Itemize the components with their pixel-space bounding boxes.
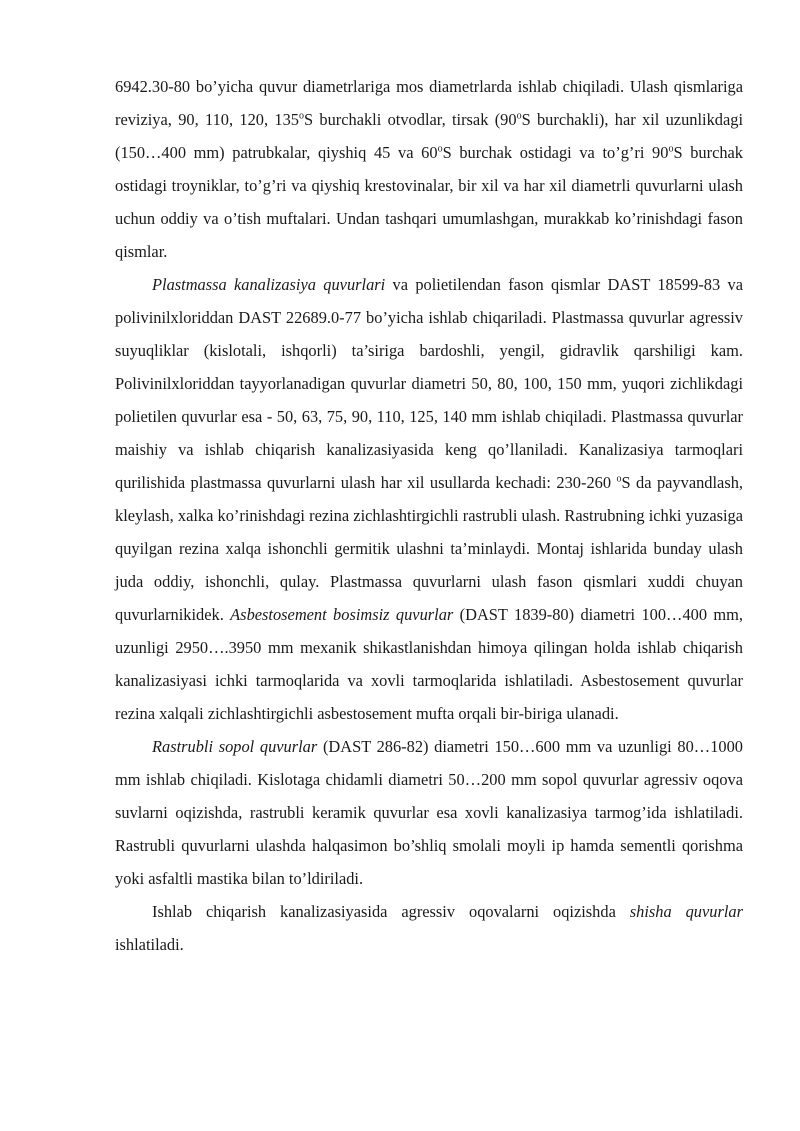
italic-term: Asbestosement bosimsiz quvurlar xyxy=(230,605,454,624)
italic-term: Rastrubli sopol quvurlar xyxy=(152,737,318,756)
degree-superscript: o xyxy=(437,143,443,155)
degree-superscript: o xyxy=(298,110,304,122)
body-paragraph xyxy=(115,730,743,895)
document-page xyxy=(115,70,743,961)
degree-superscript: o xyxy=(668,143,674,155)
body-paragraph xyxy=(115,268,743,730)
paragraph-text: S burchakli otvodlar, tirsak (90 xyxy=(303,110,517,129)
paragraph-text: (DAST 1839-80) diametri 100…400 mm, uzunligi 2950….3950 mm mexanik shikastlanishdan himoya qilingan holda ishlab chiqarish kanalizasiyasi ichki tarmoqlarida va xovli tarmoqlarida ishlatiladi. Asbestosement quvurlar rezina xalqali zichlashtirgichli asbestosement mufta orqali bir-biriga ulanadi. xyxy=(115,605,743,723)
paragraph-text: S burchak ostidagi troyniklar, to’g’ri va qiyshiq krestovinalar, bir xil va har xil diametrli quvurlarni ulash uchun oddiy va o’tish muftalari. Undan tashqari umumlashgan, murakkab ko’rinishdagi fason qismlar. xyxy=(115,143,744,261)
paragraph-text: S da payvandlash, kleylash, xalka ko’rinishdagi rezina zichlashtirgichli rastrubli ulash. Rastrubning ichki yuzasiga quyilgan rezina xalqa ishonchli germitik ulashni ta’minlaydi. Montaj ishlarida bunday ulash juda oddiy, ishonchli, qulay. Plastmassa quvurlarni ulash fason qismlari xuddi chuyan quvurlarnikidek. xyxy=(115,473,743,624)
italic-term: shisha quvurlar xyxy=(629,902,743,921)
degree-superscript: o xyxy=(616,473,622,485)
italic-term: Plastmassa kanalizasiya quvurlari xyxy=(152,275,386,294)
degree-superscript: o xyxy=(516,110,522,122)
paragraph-text: Ishlab chiqarish kanalizasiyasida agressiv oqovalarni oqizishda xyxy=(152,902,630,921)
body-paragraph xyxy=(115,895,743,961)
paragraph-text: 6942.30-80 bo’yicha quvur diametrlariga mos diametrlarda ishlab chiqiladi. Ulash qismlariga reviziya, 90, 110, 120, 135 xyxy=(115,77,743,129)
paragraph-text: ishlatiladi. xyxy=(115,935,184,954)
paragraph-text: S burchak ostidagi va to’g’ri 90 xyxy=(442,143,669,162)
paragraph-text: (DAST 286-82) diametri 150…600 mm va uzunligi 80…1000 mm ishlab chiqiladi. Kislotaga chidamli diametri 50…200 mm sopol quvurlar agressiv oqova suvlarni oqizishda, rastrubli keramik quvurlar esa xovli kanalizasiya tarmog’ida ishlatiladi. Rastrubli quvurlarni ulashda halqasimon bo’shliq smolali moyli ip hamda sementli qorishma yoki asfaltli mastika bilan to’ldiriladi. xyxy=(115,737,743,888)
paragraph-text: S burchakli), har xil uzunlikdagi (150…400 mm) patrubkalar, qiyshiq 45 va 60 xyxy=(115,110,743,162)
body-paragraph xyxy=(115,70,743,268)
paragraph-text: va polietilendan fason qismlar DAST 18599-83 va polivinilxloriddan DAST 22689.0-77 bo’yicha ishlab chiqariladi. Plastmassa quvurlar agressiv suyuqliklar (kislotali, ishqorli) ta’siriga bardoshli, yengil, gidravlik qarshiligi kam. Polivinilxloriddan tayyorlanadigan quvurlar diametri 50, 80, 100, 150 mm, yuqori zichlikdagi polietilen quvurlar esa - 50, 63, 75, 90, 110, 125, 140 mm ishlab chiqiladi. Plastmassa quvurlar maishiy va ishlab chiqarish kanalizasiyasida keng qo’llaniladi. Kanalizasiya tarmoqlari qurilishida plastmassa quvurlarni ulash har xil usullarda kechadi: 230-260 xyxy=(115,275,743,492)
